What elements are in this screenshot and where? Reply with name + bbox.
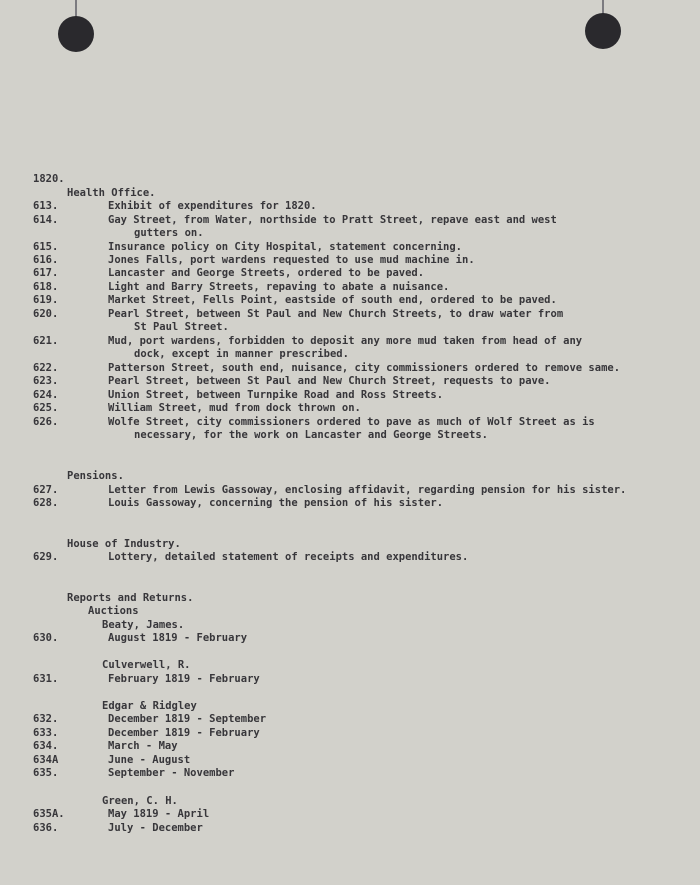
punch-hole-left bbox=[58, 16, 94, 52]
entry-number: 632. bbox=[33, 713, 59, 725]
entry-text: Insurance policy on City Hospital, statement concerning. bbox=[108, 241, 463, 253]
entry-text: September - November bbox=[108, 767, 235, 779]
auctioneer-name: Edgar & Ridgley bbox=[102, 700, 197, 712]
auctioneer-name: Green, C. H. bbox=[102, 795, 178, 807]
entry-number: 633. bbox=[33, 727, 59, 739]
entry-text: Light and Barry Streets, repaving to abate a nuisance. bbox=[108, 281, 450, 293]
entry-number: 618. bbox=[33, 281, 59, 293]
auctioneer-name: Culverwell, R. bbox=[102, 659, 191, 671]
entry-number: 621. bbox=[33, 335, 59, 347]
entry-text-continued: gutters on. bbox=[134, 227, 204, 239]
section-heading: Pensions. bbox=[67, 470, 124, 482]
entry-text: Pearl Street, between St Paul and New Church Street, requests to pave. bbox=[108, 375, 551, 387]
entry-text-continued: dock, except in manner prescribed. bbox=[134, 348, 349, 360]
entry-text: Market Street, Fells Point, eastside of south end, ordered to be paved. bbox=[108, 294, 557, 306]
entry-number: 631. bbox=[33, 673, 59, 685]
entry-number: 622. bbox=[33, 362, 59, 374]
entry-text: Exhibit of expenditures for 1820. bbox=[108, 200, 317, 212]
entry-number: 630. bbox=[33, 632, 59, 644]
section-heading: House of Industry. bbox=[67, 538, 181, 550]
entry-number: 635A. bbox=[33, 808, 65, 820]
entry-text: May 1819 - April bbox=[108, 808, 210, 820]
entry-text: Wolfe Street, city commissioners ordered to pave as much of Wolf Street as is bbox=[108, 416, 595, 428]
entry-number: 613. bbox=[33, 200, 59, 212]
entry-text: December 1819 - September bbox=[108, 713, 267, 725]
entry-text: March - May bbox=[108, 740, 178, 752]
entry-number: 614. bbox=[33, 214, 59, 226]
entry-number: 617. bbox=[33, 267, 59, 279]
entry-number: 623. bbox=[33, 375, 59, 387]
entry-number: 619. bbox=[33, 294, 59, 306]
entry-text: Lottery, detailed statement of receipts and expenditures. bbox=[108, 551, 469, 563]
entry-number: 634. bbox=[33, 740, 59, 752]
entry-text: Mud, port wardens, forbidden to deposit any more mud taken from head of any bbox=[108, 335, 583, 347]
entry-number: 625. bbox=[33, 402, 59, 414]
entry-text: Louis Gassoway, concerning the pension of his sister. bbox=[108, 497, 444, 509]
punch-hole-right bbox=[585, 13, 621, 49]
entry-text-continued: necessary, for the work on Lancaster and George Streets. bbox=[134, 429, 489, 441]
entry-text: Gay Street, from Water, northside to Pratt Street, repave east and west bbox=[108, 214, 557, 226]
entry-text: February 1819 - February bbox=[108, 673, 260, 685]
section-heading: Reports and Returns. bbox=[67, 592, 194, 604]
entry-text: Letter from Lewis Gassoway, enclosing affidavit, regarding pension for his sister. bbox=[108, 484, 627, 496]
entry-number: 615. bbox=[33, 241, 59, 253]
year-heading: 1820. bbox=[33, 173, 65, 185]
entry-number: 629. bbox=[33, 551, 59, 563]
entry-text: December 1819 - February bbox=[108, 727, 260, 739]
entry-text: Jones Falls, port wardens requested to use mud machine in. bbox=[108, 254, 475, 266]
entry-text: William Street, mud from dock thrown on. bbox=[108, 402, 361, 414]
entry-number: 616. bbox=[33, 254, 59, 266]
entry-number: 636. bbox=[33, 822, 59, 834]
entry-number: 620. bbox=[33, 308, 59, 320]
entry-number: 635. bbox=[33, 767, 59, 779]
entry-number: 634A bbox=[33, 754, 59, 766]
entry-number: 626. bbox=[33, 416, 59, 428]
entry-text: Patterson Street, south end, nuisance, city commissioners ordered to remove same. bbox=[108, 362, 621, 374]
entry-text-continued: St Paul Street. bbox=[134, 321, 229, 333]
entry-text: August 1819 - February bbox=[108, 632, 248, 644]
entry-text: Lancaster and George Streets, ordered to be paved. bbox=[108, 267, 425, 279]
entry-text: June - August bbox=[108, 754, 191, 766]
entry-text: Pearl Street, between St Paul and New Church Streets, to draw water from bbox=[108, 308, 564, 320]
entry-number: 628. bbox=[33, 497, 59, 509]
entry-text: July - December bbox=[108, 822, 203, 834]
entry-number: 627. bbox=[33, 484, 59, 496]
entry-number: 624. bbox=[33, 389, 59, 401]
entry-text: Union Street, between Turnpike Road and Ross Streets. bbox=[108, 389, 444, 401]
section-heading: Health Office. bbox=[67, 187, 156, 199]
auctioneer-name: Beaty, James. bbox=[102, 619, 185, 631]
subsection-heading: Auctions bbox=[88, 605, 139, 617]
